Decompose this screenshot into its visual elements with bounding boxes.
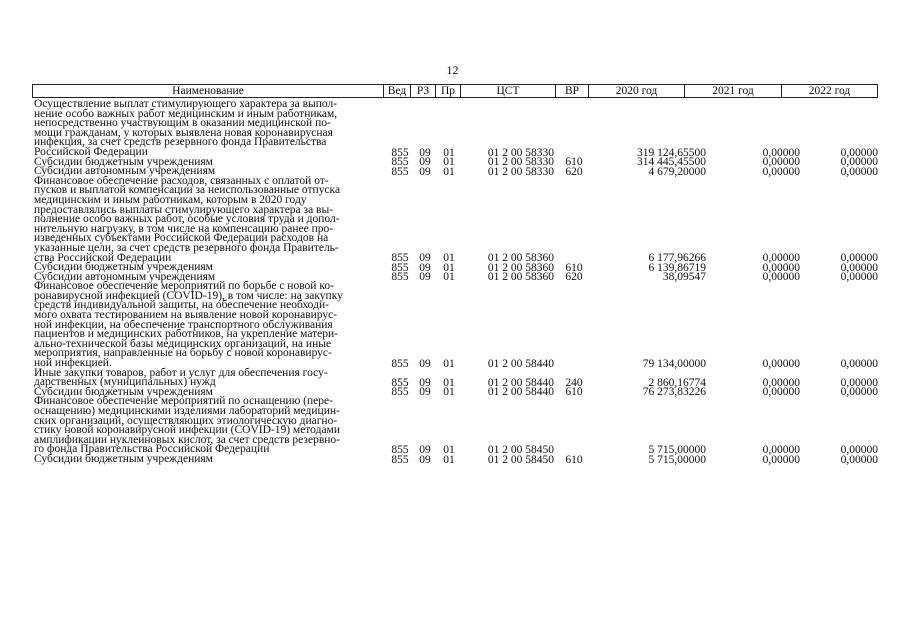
ved-cell: 855 xyxy=(391,146,409,159)
header-2021: 2021 год xyxy=(712,85,754,97)
ved-cell: 855 xyxy=(391,271,409,284)
vr-cell: 620 xyxy=(565,271,583,284)
pr-cell: 01 xyxy=(443,165,455,178)
ved-cell: 855 xyxy=(391,252,409,265)
cst-cell: 01 2 00 58450 xyxy=(487,453,554,466)
amount-2021-cell: 0,00000 xyxy=(762,376,800,389)
header-name: Наименование xyxy=(172,85,244,97)
rz-cell: 09 xyxy=(419,443,431,456)
header-rz: РЗ xyxy=(416,85,430,97)
rz-cell: 09 xyxy=(419,146,431,159)
amount-2020-cell: 79 134,00000 xyxy=(642,357,706,370)
amount-2021-cell: 0,00000 xyxy=(762,156,800,169)
amount-2020-cell: 4 679,20000 xyxy=(648,165,706,178)
amount-2020-cell: 2 860,16774 xyxy=(648,376,706,389)
amount-2022-cell: 0,00000 xyxy=(840,443,878,456)
cst-cell: 01 2 00 58330 xyxy=(487,165,554,178)
amount-2022-cell: 0,00000 xyxy=(840,146,878,159)
table-row xyxy=(32,452,878,466)
vr-cell: 240 xyxy=(565,376,583,389)
amount-2020-cell: 6 139,86719 xyxy=(648,261,706,274)
pr-cell: 01 xyxy=(443,443,455,456)
amount-2020-cell: 319 124,65500 xyxy=(637,146,706,159)
pr-cell: 01 xyxy=(443,156,455,169)
vr-cell: 610 xyxy=(565,156,583,169)
rz-cell: 09 xyxy=(419,357,431,370)
pr-cell: 01 xyxy=(443,453,455,466)
vr-cell: 610 xyxy=(565,261,583,274)
vr-cell xyxy=(559,359,589,369)
header-2022: 2022 год xyxy=(808,85,851,97)
rz-cell: 09 xyxy=(419,453,431,466)
cst-cell: 01 2 00 58450 xyxy=(487,443,554,456)
header-cst: ЦСТ xyxy=(496,85,520,97)
pr-cell: 01 xyxy=(443,386,455,399)
row-name: Финансовое обеспечение мероприятий по борьбе с новой ко- ронавирусной инфекцией (COVID-19), в том числе: на закупку средств индивидуальной защиты, на обеспечение необходи- мого охвата тестированием на выявление новой коронавирус- ной инфекции, на обеспечение транспортного обслуживания пациентов и медицинских работников, на укрепление матери- ально-технической базы медицинских организаций, на иные мероприятия, направленные на борьбу с новой коронавирус- ной инфекцией. xyxy=(34,280,343,370)
ved-cell: 855 xyxy=(391,453,409,466)
amount-2021-cell: 0,00000 xyxy=(762,271,800,284)
amount-2021-cell: 0,00000 xyxy=(762,443,800,456)
cst-cell: 01 2 00 58440 xyxy=(487,357,554,370)
rz-cell: 09 xyxy=(419,261,431,274)
amount-2020-cell: 6 177,96266 xyxy=(648,252,706,265)
ved-cell: 855 xyxy=(391,261,409,274)
amount-2020-cell: 38,09547 xyxy=(662,271,706,284)
rz-cell: 09 xyxy=(419,156,431,169)
pr-cell: 01 xyxy=(443,146,455,159)
amount-2022-cell: 0,00000 xyxy=(840,386,878,399)
amount-2021-cell: 0,00000 xyxy=(762,252,800,265)
table-row xyxy=(32,366,878,389)
amount-2021-cell: 0,00000 xyxy=(762,453,800,466)
table-row xyxy=(32,282,878,368)
ved-cell: 855 xyxy=(391,376,409,389)
amount-2020-cell: 5 715,00000 xyxy=(648,453,706,466)
header-vr: ВР xyxy=(564,85,580,97)
amount-2021-cell: 0,00000 xyxy=(762,165,800,178)
row-name: Финансовое обеспечение расходов, связанных с оплатой от- пусков и выплатой компенсации за неиспользованные отпуска медицинским и иным работникам, которым в 2020 году предоставлялись выплаты стимулирующего характера за вы- полнение особо важных работ, особые условия труда и допол- нительную нагрузку, в том числе на компенсацию ранее про- изведенных субъектами Российской Федерации расходов на указанные цели, за счет средств резервного фонда Правитель- ства Российской Федерации xyxy=(34,174,341,264)
header-ved: Вед xyxy=(387,85,407,97)
ved-cell: 855 xyxy=(391,357,409,370)
vr-cell: 610 xyxy=(565,386,583,399)
ved-cell: 855 xyxy=(391,165,409,178)
row-name: Субсидии бюджетным учреждениям xyxy=(34,385,213,398)
row-name: Субсидии бюджетным учреждениям xyxy=(34,452,213,465)
table-row xyxy=(32,174,878,265)
row-name: Осуществление выплат стимулирующего характера за выпол- нение особо важных работ медицинским и иным работникам, непосредственно участвующим в оказании медицинской по- мощи гражданам, у которых выявлена новая коронавирусная инфекция, за счет средств резервного фонда Правительства Российской Федерации xyxy=(34,98,338,158)
rz-cell: 09 xyxy=(419,252,431,265)
cst-cell: 01 2 00 58330 xyxy=(487,146,554,159)
rz-cell: 09 xyxy=(419,376,431,389)
row-name: Иные закупки товаров, работ и услуг для обеспечения госу- дарственных (муниципальных) нужд xyxy=(34,366,328,389)
cst-cell: 01 2 00 58360 xyxy=(487,261,554,274)
pr-cell: 01 xyxy=(443,357,455,370)
ved-cell: 855 xyxy=(391,386,409,399)
amount-2022-cell: 0,00000 xyxy=(840,156,878,169)
ved-cell: 855 xyxy=(391,443,409,456)
amount-2022-cell: 0,00000 xyxy=(840,252,878,265)
header-divider xyxy=(877,84,878,98)
pr-cell: 01 xyxy=(443,252,455,265)
page-number: 12 xyxy=(446,63,459,77)
pr-cell: 01 xyxy=(443,376,455,389)
cst-cell: 01 2 00 58360 xyxy=(487,271,554,284)
table-row xyxy=(32,397,878,455)
rz-cell: 09 xyxy=(419,165,431,178)
row-name: Субсидии бюджетным учреждениям xyxy=(34,261,213,274)
amount-2020-cell: 76 273,83226 xyxy=(642,386,706,399)
amount-2022-cell: 0,00000 xyxy=(840,357,878,370)
row-name: Субсидии автономным учреждениям xyxy=(34,270,216,283)
pr-cell: 01 xyxy=(443,271,455,284)
rz-cell: 09 xyxy=(419,386,431,399)
cst-cell: 01 2 00 58440 xyxy=(487,376,554,389)
cst-cell: 01 2 00 58330 xyxy=(487,156,554,169)
amount-2021-cell: 0,00000 xyxy=(762,261,800,274)
ved-cell: 855 xyxy=(391,156,409,169)
pr-cell: 01 xyxy=(443,261,455,274)
amount-2020-cell: 314 445,45500 xyxy=(637,156,706,169)
amount-2020-cell: 5 715,00000 xyxy=(648,443,706,456)
amount-2022-cell: 0,00000 xyxy=(840,271,878,284)
amount-2022-cell: 0,00000 xyxy=(840,376,878,389)
vr-cell: 620 xyxy=(565,165,583,178)
amount-2022-cell: 0,00000 xyxy=(840,165,878,178)
row-name: Финансовое обеспечение мероприятий по оснащению (пере- оснащению) медицинскими изделиями лабораторий медицин- ских организаций, осуществляющих этиологическую диагно- стику новой коронавирусной инфекции (COVID-19) методами амплификации нуклеиновых кислот, за счет средств резервно- го фонда Правительства Российской Федерации xyxy=(34,395,340,456)
table-header xyxy=(32,84,878,98)
table-row xyxy=(32,100,878,158)
table-body xyxy=(32,100,878,465)
row-name: Субсидии автономным учреждениям xyxy=(34,165,216,178)
amount-2022-cell: 0,00000 xyxy=(840,453,878,466)
row-name: Субсидии бюджетным учреждениям xyxy=(34,155,213,168)
cst-cell: 01 2 00 58360 xyxy=(487,252,554,265)
amount-2021-cell: 0,00000 xyxy=(762,357,800,370)
cst-cell: 01 2 00 58440 xyxy=(487,386,554,399)
amount-2021-cell: 0,00000 xyxy=(762,386,800,399)
amount-2021-cell: 0,00000 xyxy=(762,146,800,159)
amount-2022-cell: 0,00000 xyxy=(840,261,878,274)
rz-cell: 09 xyxy=(419,271,431,284)
header-pr: Пр xyxy=(440,85,456,97)
header-2020: 2020 год xyxy=(615,85,658,97)
vr-cell: 610 xyxy=(565,453,583,466)
